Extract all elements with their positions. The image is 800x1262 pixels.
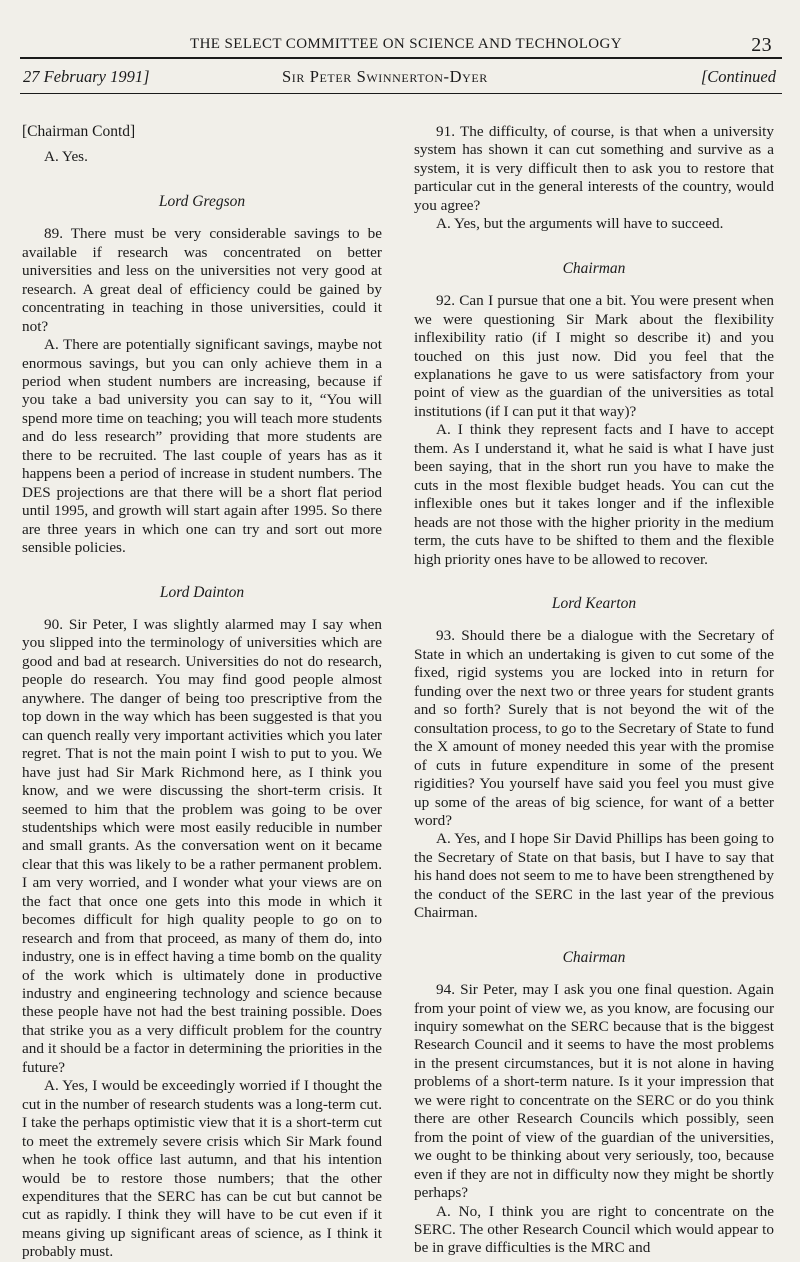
- question-92: 92. Can I pursue that one a bit. You were present when we were questioning Sir Mark about the flexibility inflexibility ratio (if I might so describe it) and you touched on this just now. Did you feel that the explanations he gave to us were satisfactory from your point of view as the guardian of the universities as total institutions (if I can put it that way)?: [414, 292, 774, 420]
- page-number: 23: [751, 34, 772, 56]
- running-header: [20, 34, 780, 58]
- chairman-contd-label: [Chairman Contd]: [22, 123, 136, 140]
- speaker-heading: Chairman: [562, 948, 626, 966]
- question-93: 93. Should there be a dialogue with the Secretary of State in which an undertaking is given to cut some of the fixed, rigid systems you are locked into in return for funding over the next two or three years for student grants and so forth? Surely that is not beyond the wit of the consultation process, to go to the Secretary of State to fund the X amount of money needed this year with the promise of cuts in future expenditure in some of the present rigidities? You yourself have said you feel you must give up some of the areas of big science, for want of a better word?: [414, 627, 774, 829]
- left-column: [22, 123, 382, 1262]
- speaker-heading: Lord Kearton: [551, 594, 637, 612]
- header-rule-top: [20, 57, 782, 59]
- continued-label: [Continued: [700, 67, 776, 86]
- question-94: 94. Sir Peter, may I ask you one final question. Again from your point of view we, as you know, are focusing our inquiry somewhat on the SERC because that is the biggest Research Council and it seems to have the most problems in the present circumstances, but it is not alone in having problems of a short-term nature. Is it your impression that we were right to concentrate on the SERC or do you think there are other Research Councils which possibly, seen from the point of view of the guardian of the universities, we ought to be thinking about very seriously, too, because even if they are not in difficulty now they might be shortly perhaps?: [414, 981, 774, 1202]
- answer-93: A. Yes, and I hope Sir David Phillips has been going to the Secretary of State on that basis, but I have to say that his hand does not seem to me to have been strengthened by the conduct of the SERC in the last year of the previous Chairman.: [414, 830, 774, 922]
- answer-94: A. No, I think you are right to concentrate on the SERC. The other Research Council which would appear to be in grave difficulties is the MRC and: [414, 1202, 774, 1257]
- witness-name: Sir Peter Swinnerton-Dyer: [282, 67, 488, 86]
- session-date: 27 February 1991]: [23, 67, 150, 86]
- question-91: 91. The difficulty, of course, is that when a university system has shown it can cut something and survive as a system, it is very difficult then to ask you to restore that particular cut in the general interests of the country, would you agree?: [414, 123, 774, 214]
- sub-header: [20, 63, 782, 87]
- question-89: 89. There must be very considerable savings to be available if research was concentrated on better universities and less on the universities not very good at research. A great deal of efficiency could be gained by concentrating in teaching in those universities, could it not?: [22, 225, 382, 335]
- header-rule-bottom: [20, 93, 782, 94]
- speaker-heading: Lord Dainton: [159, 583, 245, 601]
- answer-90: A. Yes, I would be exceedingly worried if I thought the cut in the number of research students was a long-term cut. I take the perhaps optimistic view that it is a short-term cut to meet the extremely severe crisis which Sir Mark found when he took office last autumn, and that his intention would be to restore those numbers; that the other expenditures that the SERC has can be cut but cannot be cut as rapidly. I think they will have to be cut even if it means giving up significant areas of science, as I think it probably must.: [22, 1077, 382, 1261]
- right-column: [414, 123, 774, 1258]
- answer-92: A. I think they represent facts and I have to accept them. As I understand it, what he said is what I have just been saying, that in the short run you have to make the cuts in the most flexible budget heads. You can cut the inflexible ones but it takes longer and if the inflexible heads are not those with the higher priority in the medium term, the cuts have to be shifted to them and the flexible high priority ones have to be allowed to recover.: [414, 421, 774, 568]
- publication-title: THE SELECT COMMITTEE ON SCIENCE AND TECHNOLOGY: [190, 36, 622, 52]
- answer-88: A. Yes.: [44, 148, 88, 166]
- speaker-heading: Lord Gregson: [158, 192, 246, 210]
- answer-91: A. Yes, but the arguments will have to succeed.: [436, 215, 724, 233]
- question-90: 90. Sir Peter, I was slightly alarmed may I say when you slipped into the terminology of universities which are good and bad at research. Universities do not do research, people do research. You may find good people almost anywhere. The danger of being too prescriptive from the top down in the way which has been suggested is that you can quench really very important activities which you later regret. That is not the main point I wish to put to you. We have just had Sir Mark Richmond here, as I think you know, and we were discussing the short-term crisis. It seemed to him that the problem was going to be over studentships which were most easily reducible in number and small grants. As the conversation went on it became clear that this was likely to be a rather permanent problem. I am very worried, and I wonder what your views are on the fact that once one gets into this mode in which it becomes difficult for high quality people to go on to research and from that proceed, as many of them do, into industry, one is in effect having a time bomb on the quality of the work which is ultimately done in productive industry and engineering technology and science because these people have not had the best training possible. Does that strike you as a very difficult problem for the country and it should be a factor in determining the priorities in the future?: [22, 615, 382, 1076]
- answer-89: A. There are potentially significant savings, maybe not enormous savings, but you can only achieve them in a period when student numbers are increasing, because if you take a bad university you can say to it, “You will spend more time on teaching; you will teach more students and do less research” providing that more students are there to be recruited. The last couple of years has as it happens been a period of increase in student numbers. The DES projections are that there will be a short flat period until 1995, and growth will start again after 1995. So there are three years in which one can try and sort out more sensible policies.: [22, 336, 382, 557]
- speaker-heading: Chairman: [562, 259, 626, 277]
